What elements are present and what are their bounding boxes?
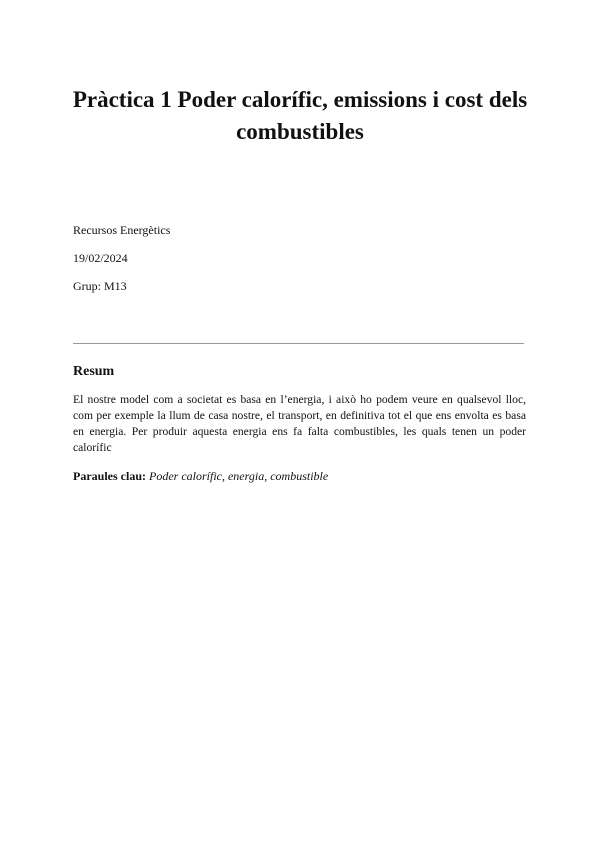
subject-name: Recursos Energètics: [73, 223, 171, 237]
keywords-label: Paraules clau:: [73, 469, 146, 483]
document-title: Pràctica 1 Poder calorífic, emissions i cost dels combustibles: [72, 87, 528, 144]
document-date: 19/02/2024: [73, 251, 128, 265]
abstract-text: El nostre model com a societat es basa en l’energia, i això ho podem veure en qualsevol lloc, com per exemple la llum de casa nostre, el transport, en definitiva tot el que ens envolta es basa en energia. Per produir aquesta energia ens fa falta combustibles, les quals tenen un poder calorífic: [73, 393, 526, 454]
keywords-values: Poder calorífic, energia, combustible: [149, 469, 329, 483]
group-label: Grup: M13: [73, 279, 127, 293]
horizontal-divider: [73, 343, 524, 344]
abstract-heading: Resum: [73, 364, 115, 379]
keywords-line: [73, 469, 328, 484]
